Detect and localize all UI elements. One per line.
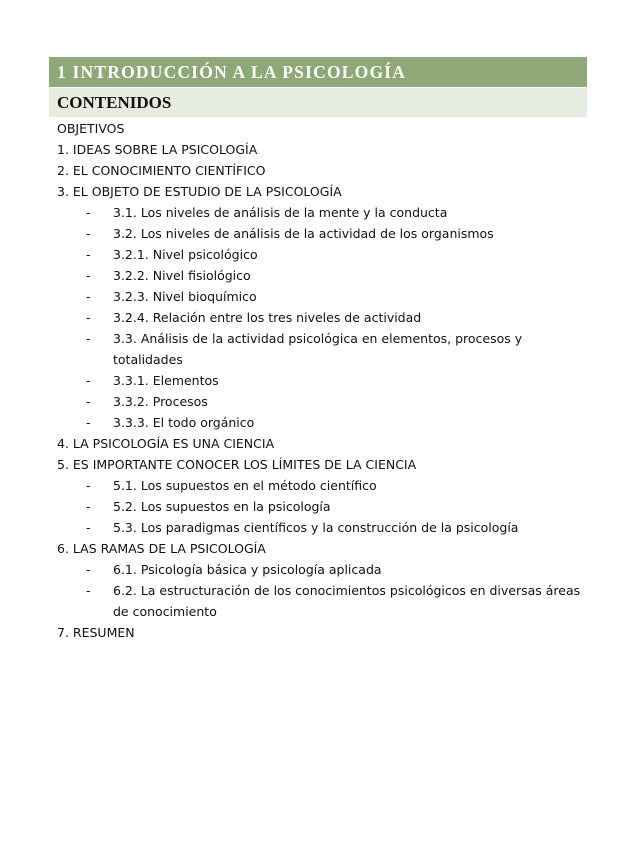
dash-bullet: -	[86, 499, 91, 514]
chapter-title: 1 INTRODUCCIÓN A LA PSICOLOGÍA	[57, 61, 407, 82]
toc-subitem	[57, 559, 587, 580]
toc-subitem	[57, 412, 587, 433]
dash-bullet: -	[86, 520, 91, 535]
dash-bullet: -	[86, 247, 91, 262]
toc-item-label: 6.1. Psicología básica y psicología aplicada	[113, 562, 382, 577]
toc-item-label: 4. LA PSICOLOGÍA ES UNA CIENCIA	[57, 436, 275, 451]
toc-item-label: 3.2.3. Nivel bioquímico	[113, 289, 257, 304]
dash-bullet: -	[86, 394, 91, 409]
toc-item-label: 7. RESUMEN	[57, 625, 135, 640]
toc-item	[57, 139, 587, 160]
toc-item-label: 1. IDEAS SOBRE LA PSICOLOGÍA	[57, 142, 258, 157]
toc-subitem	[57, 244, 587, 265]
dash-bullet: -	[86, 478, 91, 493]
toc-item-label: 5.2. Los supuestos en la psicología	[113, 499, 331, 514]
dash-bullet: -	[86, 310, 91, 325]
dash-bullet: -	[86, 226, 91, 241]
toc-item-label: 3.3. Análisis de la actividad psicológica en elementos, procesos y totalidades	[113, 331, 523, 367]
table-of-contents	[57, 118, 587, 643]
toc-item-label: 3.2.4. Relación entre los tres niveles de actividad	[113, 310, 422, 325]
dash-bullet: -	[86, 331, 91, 346]
toc-item-label: 3. EL OBJETO DE ESTUDIO DE LA PSICOLOGÍA	[57, 184, 342, 199]
toc-subitem	[57, 370, 587, 391]
toc-item-label: 3.3.3. El todo orgánico	[113, 415, 255, 430]
toc-subitem	[57, 202, 587, 223]
toc-subitem	[57, 580, 587, 622]
toc-subitem	[57, 223, 587, 244]
toc-item-label: 5.3. Los paradigmas científicos y la construcción de la psicología	[113, 520, 519, 535]
contents-heading: CONTENIDOS	[57, 92, 172, 112]
toc-subitem	[57, 265, 587, 286]
toc-item-label: 3.3.1. Elementos	[113, 373, 219, 388]
toc-subitem	[57, 475, 587, 496]
contents-heading-bar	[49, 88, 587, 117]
toc-item-label: 3.2.2. Nivel fisiológico	[113, 268, 251, 283]
toc-subitem	[57, 307, 587, 328]
toc-item-label: 6. LAS RAMAS DE LA PSICOLOGÍA	[57, 541, 266, 556]
toc-item-label: 2. EL CONOCIMIENTO CIENTÍFICO	[57, 163, 266, 178]
dash-bullet: -	[86, 268, 91, 283]
toc-item	[57, 433, 587, 454]
toc-item-label: 5.1. Los supuestos en el método científico	[113, 478, 377, 493]
toc-item	[57, 118, 587, 139]
chapter-title-bar	[49, 57, 587, 87]
toc-subitem	[57, 496, 587, 517]
toc-item	[57, 454, 587, 475]
toc-subitem	[57, 328, 587, 370]
dash-bullet: -	[86, 289, 91, 304]
dash-bullet: -	[86, 583, 91, 598]
toc-item-label: OBJETIVOS	[57, 121, 125, 136]
dash-bullet: -	[86, 562, 91, 577]
toc-item	[57, 538, 587, 559]
toc-item-label: 3.2. Los niveles de análisis de la actividad de los organismos	[113, 226, 494, 241]
toc-subitem	[57, 517, 587, 538]
toc-item-label: 3.3.2. Procesos	[113, 394, 208, 409]
toc-item	[57, 622, 587, 643]
toc-item-label: 5. ES IMPORTANTE CONOCER LOS LÍMITES DE LA CIENCIA	[57, 457, 417, 472]
toc-item-label: 6.2. La estructuración de los conocimientos psicológicos en diversas áreas de conocimiento	[113, 583, 581, 619]
toc-subitem	[57, 286, 587, 307]
dash-bullet: -	[86, 373, 91, 388]
toc-item-label: 3.1. Los niveles de análisis de la mente y la conducta	[113, 205, 448, 220]
dash-bullet: -	[86, 415, 91, 430]
toc-subitem	[57, 391, 587, 412]
toc-item	[57, 181, 587, 202]
dash-bullet: -	[86, 205, 91, 220]
toc-item	[57, 160, 587, 181]
toc-item-label: 3.2.1. Nivel psicológico	[113, 247, 258, 262]
